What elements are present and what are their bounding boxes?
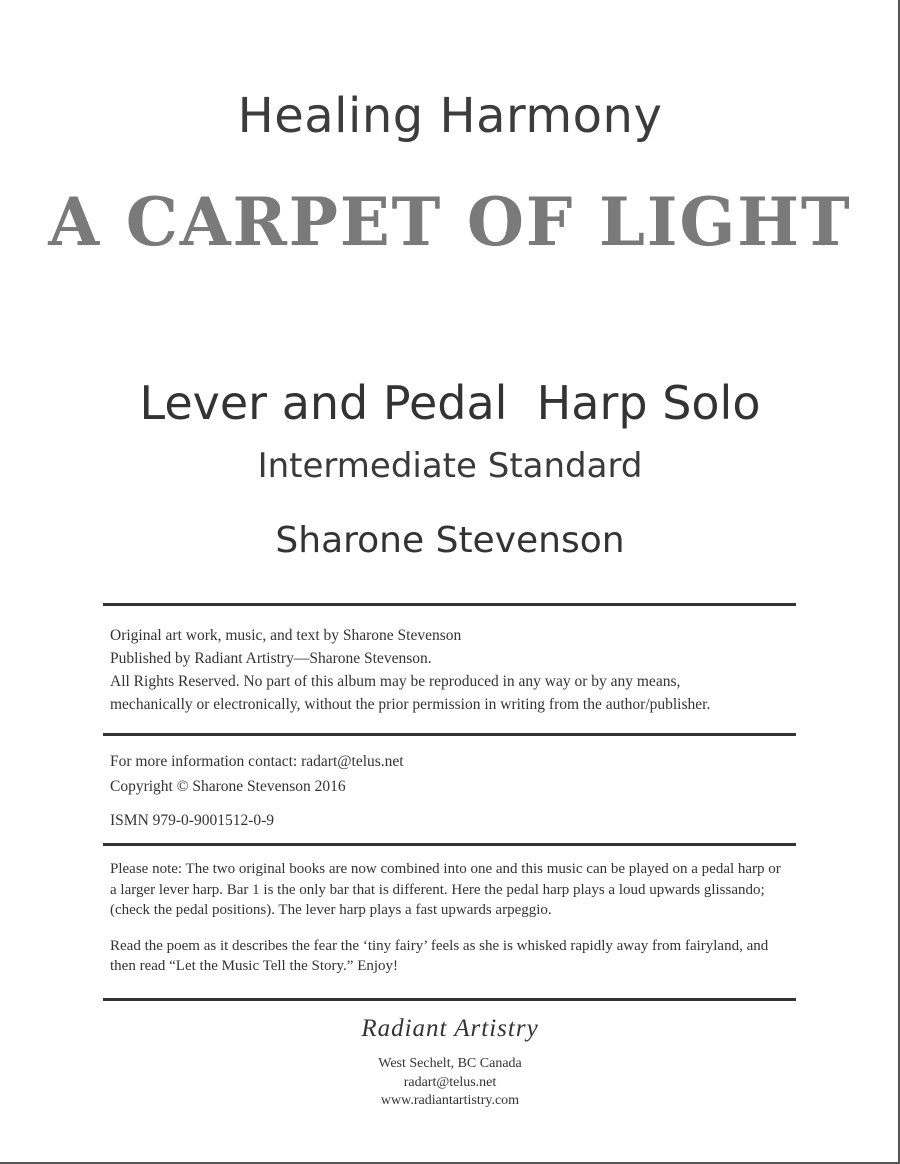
credits-line: mechanically or electronically, without the prior permission in writing from the author/publisher. — [110, 696, 711, 713]
main-title: A CARPET OF LIGHT — [48, 183, 852, 261]
divider-rule — [103, 998, 796, 1001]
ismn-number: ISMN 979-0-9001512-0-9 — [110, 812, 275, 829]
publisher-email: radart@telus.net — [403, 1075, 497, 1090]
note-paragraph: Please note: The two original books are now combined into one and this music can be played on a pedal harp or a larger lever harp. Bar 1 is the only bar that is different. Here the pedal harp plays a loud upwards glissando; (check the pedal positions). The lever harp plays a fast upwards arpeggio. — [110, 861, 781, 918]
divider-rule — [103, 843, 796, 846]
instrumentation-subtitle: Lever and Pedal Harp Solo — [139, 376, 761, 430]
credits-line: All Rights Reserved. No part of this album may be reproduced in any way or by any means, — [110, 673, 681, 690]
publisher-logo: Radiant Artistry — [361, 1015, 539, 1042]
composer-name: Sharone Stevenson — [275, 520, 625, 561]
series-title: Healing Harmony — [237, 88, 663, 144]
difficulty-level: Intermediate Standard — [257, 446, 643, 486]
notes-block — [110, 859, 790, 977]
contact-info: For more information contact: radart@telus.net — [110, 753, 404, 770]
contact-block — [110, 749, 800, 833]
note-paragraph: Read the poem as it describes the fear the ‘tiny fairy’ feels as she is whisked rapidly away from fairyland, and then read “Let the Music Tell the Story.” Enjoy! — [110, 937, 769, 974]
divider-rule — [103, 733, 796, 736]
divider-rule — [103, 603, 796, 606]
credits-line: Published by Radiant Artistry—Sharone Stevenson. — [110, 650, 432, 667]
publisher-address: West Sechelt, BC Canada — [378, 1056, 522, 1071]
publisher-website: www.radiantartistry.com — [380, 1093, 520, 1108]
credits-line: Original art work, music, and text by Sharone Stevenson — [110, 627, 462, 644]
credits-block — [110, 624, 800, 716]
copyright-line: Copyright © Sharone Stevenson 2016 — [110, 778, 346, 795]
